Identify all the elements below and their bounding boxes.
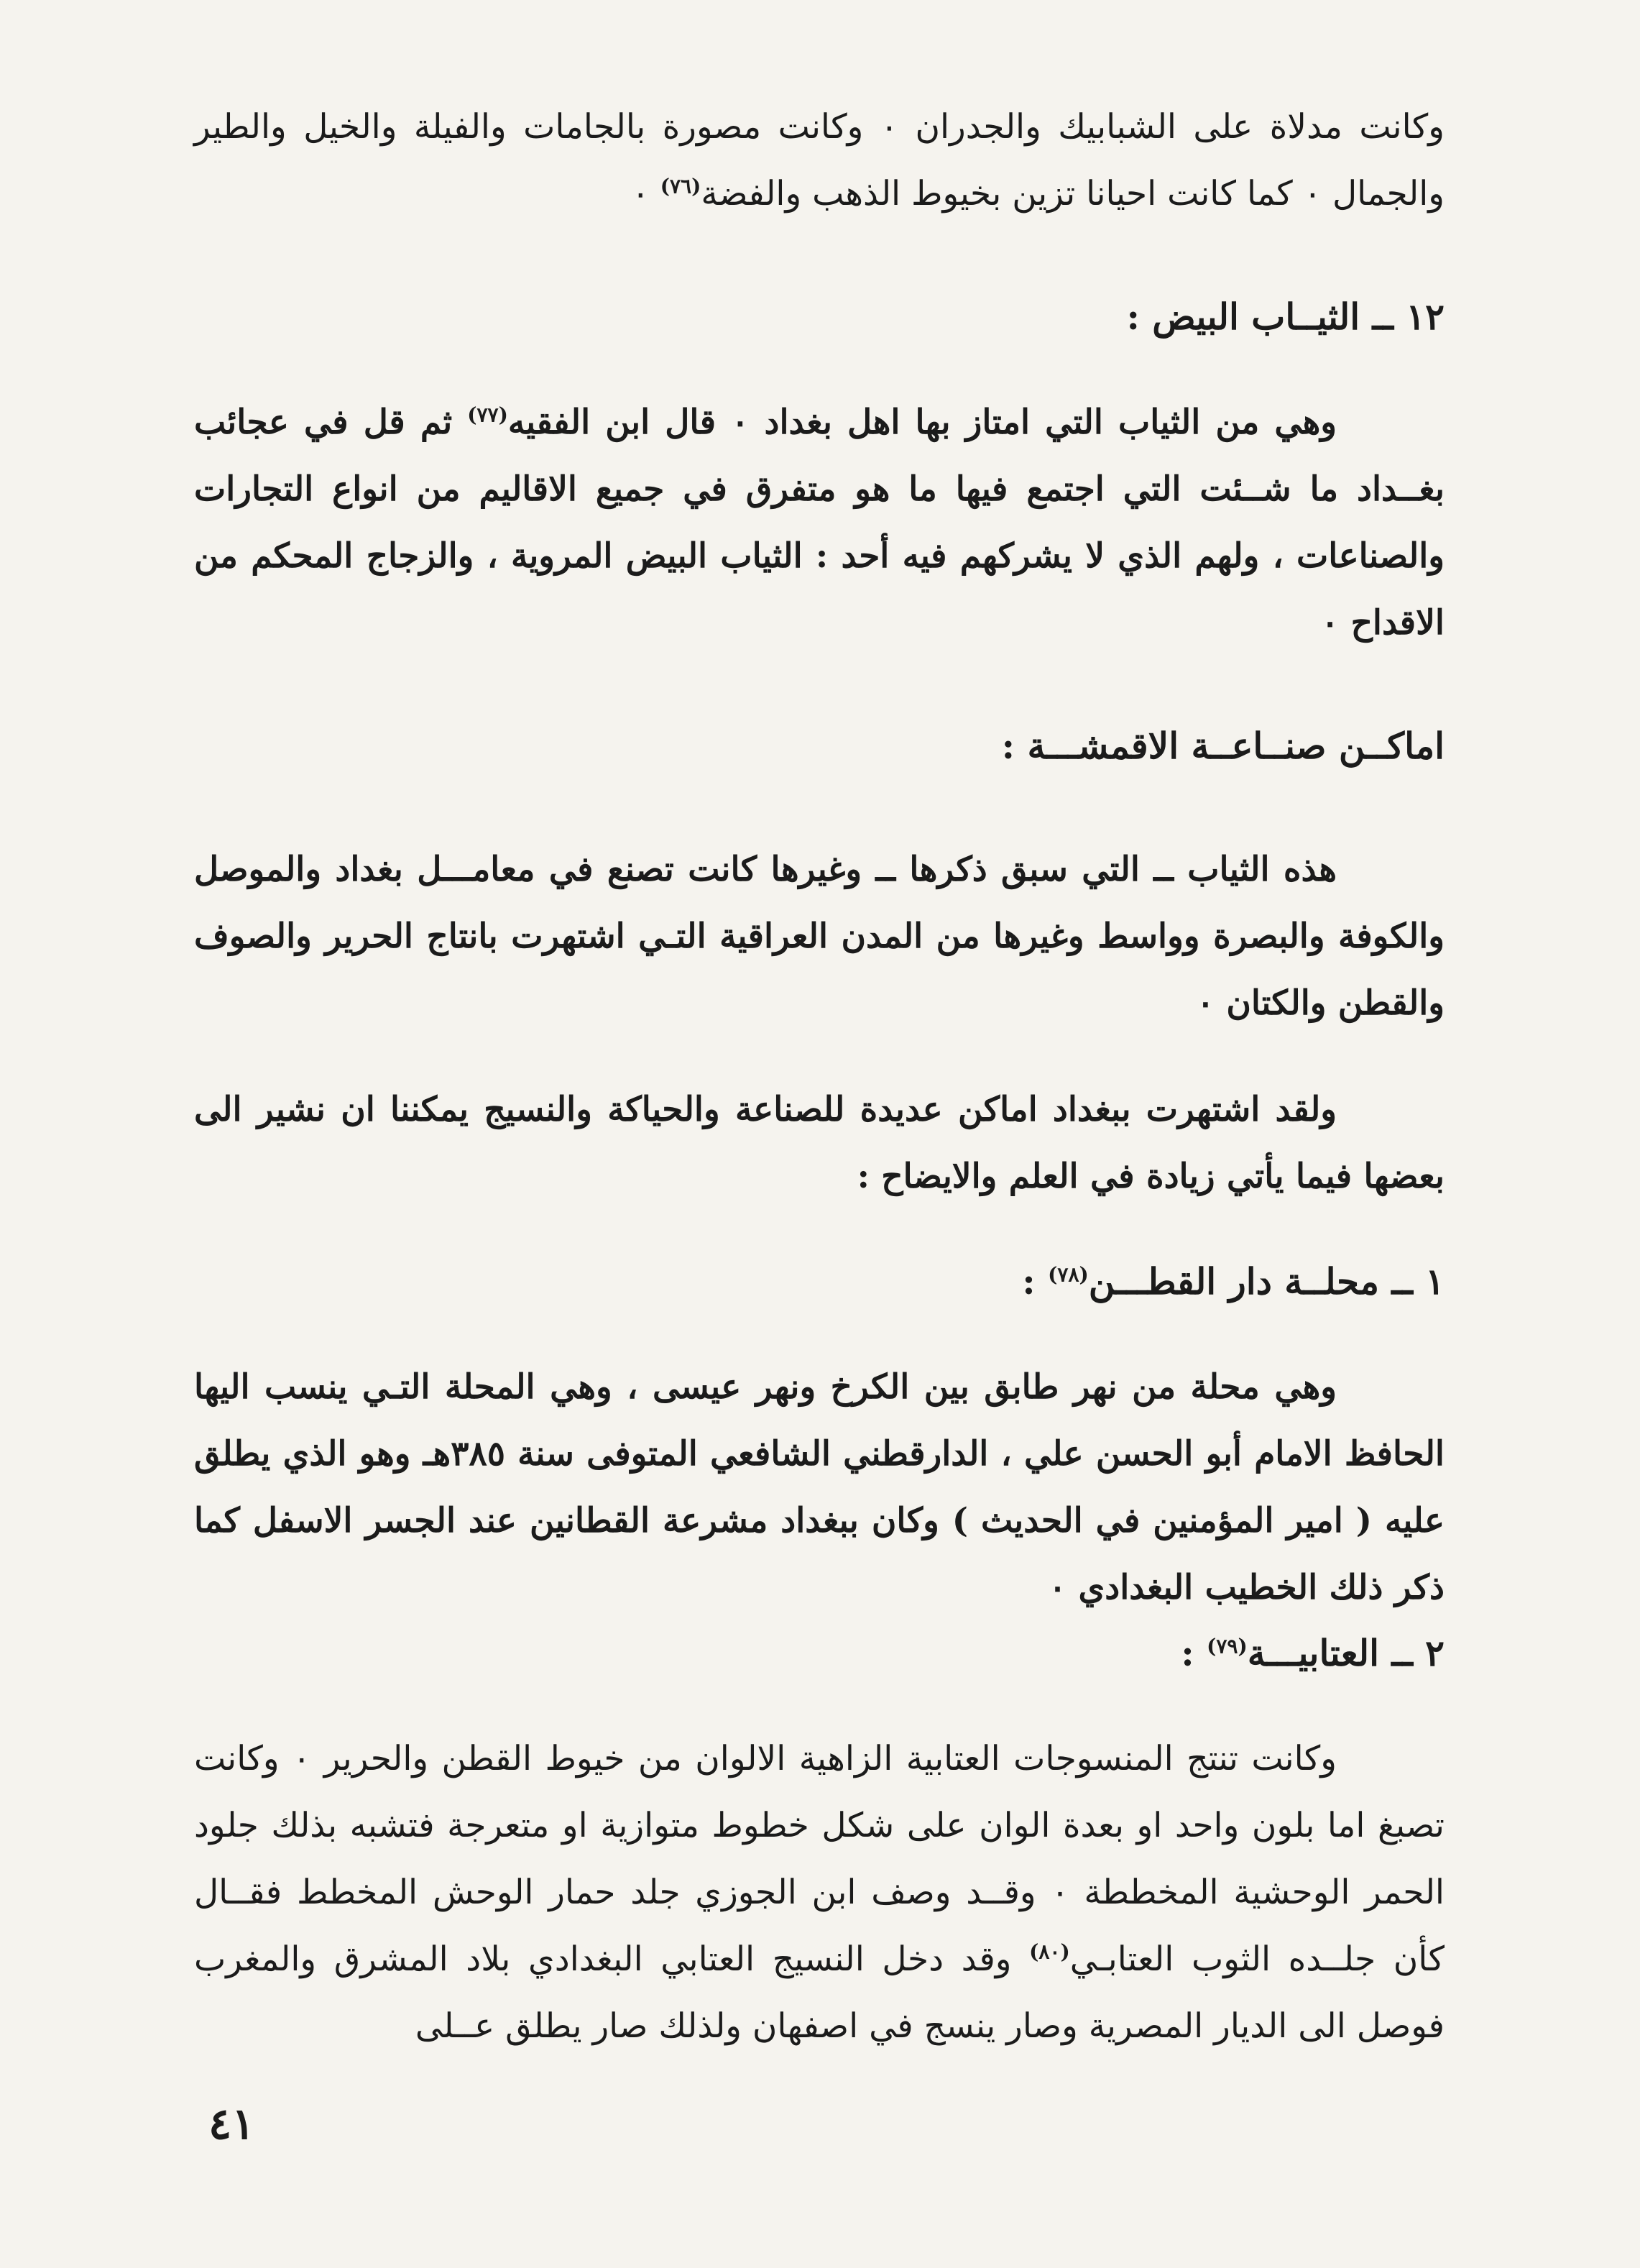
footnote-ref-78: (٧٨) bbox=[1048, 1262, 1089, 1287]
fabric-places-paragraph-2: ولقد اشتهرت ببغداد اماكن عديدة للصناعة والحياكة والنسيج يمكننا ان نشير الى بعضها فيما يأتي زيادة في العلم والايضاح : bbox=[194, 1090, 1445, 1196]
subheading-dar-alqutn bbox=[194, 1249, 1445, 1314]
subheading-attabiya-text: ٢ ــ العتابيـــة bbox=[1247, 1632, 1445, 1674]
footnote-ref-77: (٧٧) bbox=[467, 403, 508, 427]
white-clothes-text-a: وهي من الثياب التي امتاز بها اهل بغداد ٠ قال ابن الفقيه bbox=[507, 403, 1337, 442]
footnote-ref-80: (٨٠) bbox=[1029, 1939, 1070, 1964]
white-clothes-text-b: ثم قل في عجائب بغــداد ما شــئت التي اجتمع فيها ما هو متفرق في جميع الاقاليم من انواع التجارات والصناعات ، ولهم الذي لا يشركهم فيه أحد : الثياب البيض المروية ، والزجاج المحكم من الاقداح ٠ bbox=[194, 403, 1445, 643]
fabric-places-paragraph-1: هذه الثياب ــ التي سبق ذكرها ــ وغيرها كانت تصنع في معامـــل بغداد والموصل والكوفة والبصرة وواسط وغيرها من المدن العراقية التـي اشتهرت بانتاج الحرير والصوف والقطن والكتان ٠ bbox=[194, 850, 1445, 1023]
section-heading-fabric-places: اماكــن صنــاعــة الاقمشـــة : bbox=[1001, 725, 1445, 767]
attabiya-text-a: وكانت تنتج المنسوجات العتابية الزاهية الالوان من خيوط القطن والحرير ٠ وكانت تصبغ اما بلون واحد او بعدة الوان على شكل خطوط متوازية او متعرجة فتشبه بذلك جلود الحمر الوحشية المخططة ٠ وقــد وصف ابن الجوزي جلد حمار الوحش المخطط فقــال كأن جلــده الثوب العتابـي bbox=[194, 1739, 1445, 1979]
intro-paragraph bbox=[194, 93, 1445, 227]
intro-end: ٠ bbox=[631, 174, 660, 214]
section-heading-white-clothes: ١٢ ــ الثيــاب البيض : bbox=[1126, 295, 1445, 338]
attabiya-paragraph bbox=[194, 1725, 1445, 2060]
footnote-ref-76: (٧٦) bbox=[660, 174, 701, 198]
subheading-attabiya-colon: : bbox=[1181, 1632, 1207, 1674]
dar-alqutn-paragraph: وهي محلة من نهر طابق بين الكرخ ونهر عيسى ، وهي المحلة التـي ينسب اليها الحافظ الامام أبو الحسن علي ، الدارقطني الشافعي المتوفى سنة ٣٨٥هـ وهو الذي يطلق عليه ( امير المؤمنين في الحديث ) وكان ببغداد مشرعة القطانين عند الجسر الاسفل كما ذكر ذلك الخطيب البغدادي ٠ bbox=[194, 1367, 1445, 1607]
subheading-dar-alqutn-colon: : bbox=[1022, 1260, 1049, 1303]
white-clothes-paragraph bbox=[194, 389, 1445, 656]
attabiya-text-b: وقد دخل النسيج العتابي البغدادي بلاد المشرق والمغرب فوصل الى الديار المصرية وصار ينسج في اصفهان ولذلك صار يطلق عــلى bbox=[194, 1939, 1445, 2046]
subheading-attabiya bbox=[194, 1621, 1445, 1686]
intro-text: وكانت مدلاة على الشبابيك والجدران ٠ وكانت مصورة بالجامات والفيلة والخيل والطير والجمال ٠ كما كانت احيانا تزين بخيوط الذهب والفضة bbox=[194, 107, 1445, 214]
subheading-dar-alqutn-text: ١ ــ محلــة دار القطـــن bbox=[1088, 1260, 1445, 1303]
page-body bbox=[194, 93, 1445, 2060]
page-number: ٤١ bbox=[208, 2099, 255, 2149]
footnote-ref-79: (٧٩) bbox=[1207, 1634, 1248, 1658]
